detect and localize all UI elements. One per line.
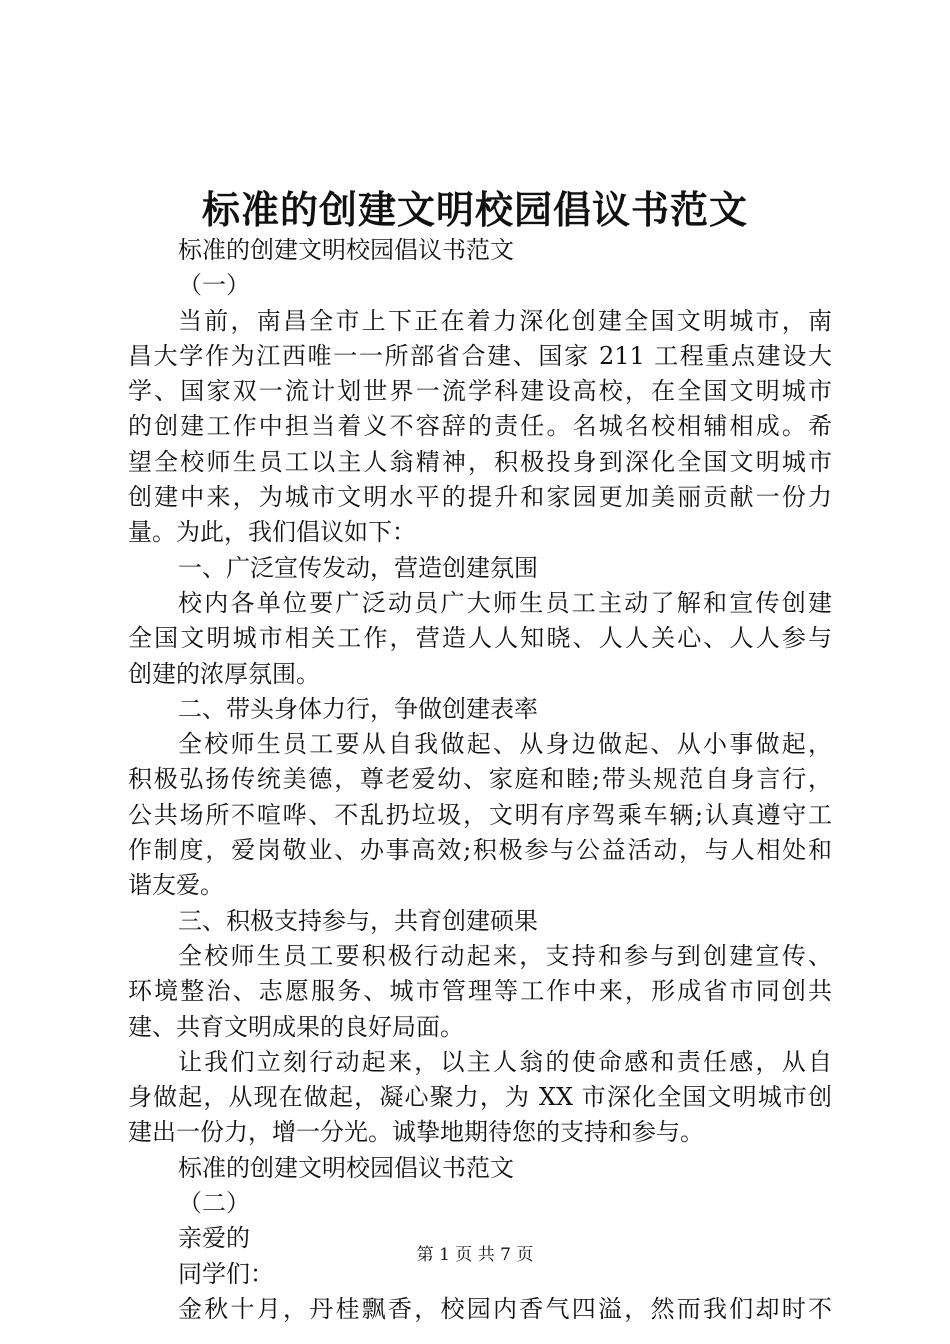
text-line: 三、积极支持参与，共育创建硕果 bbox=[178, 906, 538, 935]
text-line: 积极弘扬传统美德，尊老爱幼、家庭和睦;带头规范自身言行， bbox=[128, 765, 832, 794]
text-line: 一、广泛宣传发动，营造创建氛围 bbox=[178, 553, 538, 582]
text-line: 的创建工作中担当着义不容辞的责任。名城名校相辅相成。希 bbox=[128, 412, 832, 441]
text-line: 金秋十月，丹桂飘香，校园内香气四溢，然而我们却时不 bbox=[178, 1294, 832, 1323]
text-line: 环境整治、志愿服务、城市管理等工作中来，形成省市同创共 bbox=[128, 977, 832, 1006]
text-line: 亲爱的 bbox=[178, 1224, 250, 1253]
page-footer: 第 1 页 共 7 页 bbox=[416, 1245, 534, 1265]
text-line: 量。为此，我们倡议如下： bbox=[128, 518, 416, 547]
text-line: 昌大学作为江西唯一一所部省合建、国家 211 工程重点建设大 bbox=[128, 341, 832, 370]
text-line: 建出一份力，增一分光。诚挚地期待您的支持和参与。 bbox=[128, 1118, 704, 1147]
text-line: 全校师生员工要从自我做起、从身边做起、从小事做起， bbox=[178, 730, 832, 759]
text-line: 创建的浓厚氛围。 bbox=[128, 659, 320, 688]
text-line: 公共场所不喧哗、不乱扔垃圾，文明有序驾乘车辆;认真遵守工 bbox=[128, 800, 832, 829]
text-line: 全校师生员工要积极行动起来，支持和参与到创建宣传、 bbox=[178, 941, 832, 970]
text-line: 创建中来，为城市文明水平的提升和家园更加美丽贡献一份力 bbox=[128, 483, 832, 512]
text-line: 同学们： bbox=[178, 1259, 274, 1288]
text-line: 标准的创建文明校园倡议书范文 bbox=[178, 236, 514, 264]
text-line: 校内各单位要广泛动员广大师生员工主动了解和宣传创建 bbox=[178, 588, 832, 617]
text-line: （一） bbox=[178, 271, 250, 300]
text-line: 二、带头身体力行，争做创建表率 bbox=[178, 694, 538, 723]
text-line: 学、国家双一流计划世界一流学科建设高校，在全国文明城市 bbox=[128, 377, 832, 406]
text-line: 望全校师生员工以主人翁精神，积极投身到深化全国文明城市 bbox=[128, 447, 832, 476]
document-body bbox=[128, 233, 832, 1327]
text-line: 让我们立刻行动起来，以主人翁的使命感和责任感，从自 bbox=[178, 1047, 832, 1076]
text-line: 作制度，爱岗敬业、办事高效;积极参与公益活动，与人相处和 bbox=[128, 836, 832, 865]
text-line: 当前，南昌全市上下正在着力深化创建全国文明城市，南 bbox=[178, 306, 832, 335]
text-line: 全国文明城市相关工作，营造人人知晓、人人关心、人人参与 bbox=[128, 624, 832, 653]
text-line: 身做起，从现在做起，凝心聚力，为 XX 市深化全国文明城市创 bbox=[128, 1083, 832, 1112]
text-line: （二） bbox=[178, 1189, 250, 1218]
text-line: 建、共育文明成果的良好局面。 bbox=[128, 1012, 464, 1041]
text-line: 谐友爱。 bbox=[128, 871, 224, 900]
document-title: 标准的创建文明校园倡议书范文 bbox=[201, 187, 748, 232]
text-line: 标准的创建文明校园倡议书范文 bbox=[178, 1153, 514, 1182]
